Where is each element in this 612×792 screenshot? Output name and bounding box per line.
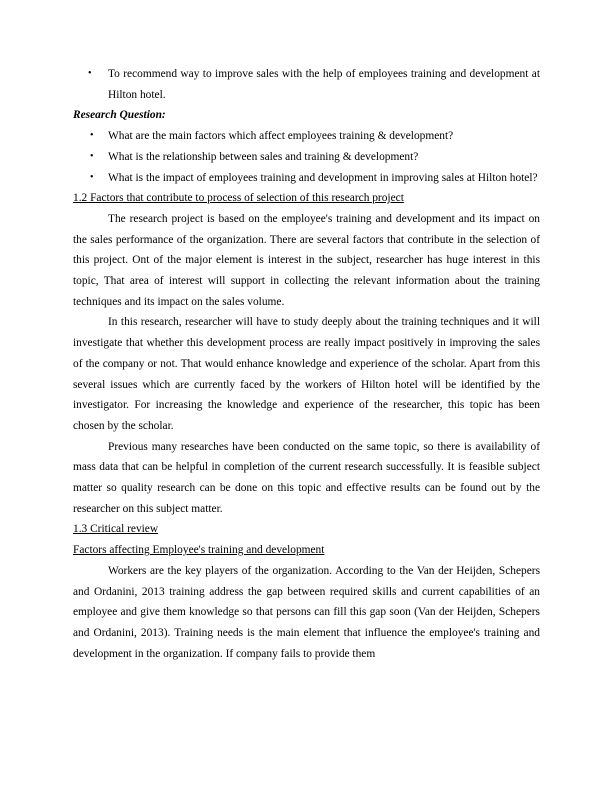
- research-question-text: What are the main factors which affect employees training & development?: [108, 130, 454, 143]
- bullet-icon: •: [90, 171, 94, 183]
- bullet-icon: •: [88, 68, 92, 79]
- research-question-label: Research Question:: [73, 109, 166, 122]
- research-question-list: [73, 126, 540, 188]
- list-item: [73, 168, 540, 189]
- bullet-icon: •: [90, 130, 94, 142]
- paragraph: Previous many researches have been conducted on the same topic, so there is availability of mass data that can be helpful in completion of the current research successfully. It is feasible subject matter so quality research can be done on this topic and effective results can be found out by the researcher on this subject matter.: [73, 440, 540, 515]
- list-item: [73, 126, 540, 147]
- objective-text: To recommend way to improve sales with the help of employees training and development at Hilton hotel.: [108, 68, 540, 101]
- list-item: [73, 147, 540, 168]
- research-question-text: What is the impact of employees training and development in improving sales at Hilton hotel?: [108, 171, 538, 184]
- paragraph: The research project is based on the employee's training and development and its impact on the sales performance of the organization. There are several factors that contribute in the selection of this project. Ont of the major element is interest in the subject, researcher has huge interest in this topic, That area of interest will support in collecting the relevant information about the training techniques and its impact on the sales volume.: [73, 212, 540, 308]
- document-page: [73, 64, 540, 664]
- subheading: Factors affecting Employee's training and development: [73, 544, 325, 557]
- bullet-icon: •: [90, 150, 94, 162]
- paragraph: Workers are the key players of the organization. According to the Van der Heijden, Schepers and Ordanini, 2013 training address the gap between required skills and current capabilities of an employee and give them knowledge so that persons can fill this gap soon (Van der Heijden, Schepers and Ordanini, 2013). Training needs is the main element that influence the employee's training and development in the organization. If company fails to provide them: [73, 564, 540, 660]
- research-question-text: What is the relationship between sales and training & development?: [108, 150, 419, 163]
- objective-list: [73, 64, 540, 105]
- section-heading-1-2: 1.2 Factors that contribute to process of selection of this research project: [73, 192, 404, 205]
- section-heading-1-3: 1.3 Critical review: [73, 523, 159, 536]
- list-item: [73, 64, 540, 105]
- paragraph: In this research, researcher will have to study deeply about the training techniques and it will investigate that whether this development process are really impact positively in improving the sales of the company or not. That would enhance knowledge and experience of the scholar. Apart from this several issues which are currently faced by the workers of Hilton hotel will be identified by the investigator. For increasing the knowledge and experience of the researcher, this topic has been chosen by the scholar.: [73, 316, 540, 432]
